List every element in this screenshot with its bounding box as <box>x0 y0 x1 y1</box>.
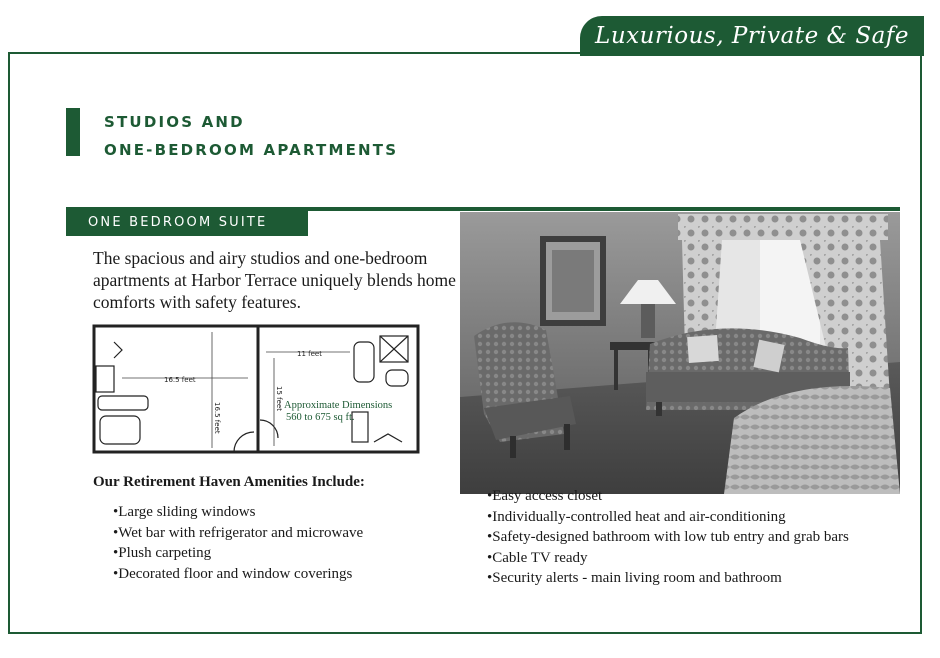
list-item: • Large sliding windows <box>113 502 363 523</box>
heading-accent-bar <box>66 108 80 156</box>
floor-plan <box>92 322 422 460</box>
plan-dim-bath-width: 11 feet <box>297 350 322 358</box>
heading-line-1: STUDIOS AND <box>104 113 245 131</box>
list-item: • Individually-controlled heat and air-conditioning <box>487 507 849 528</box>
amenities-list-right <box>487 486 849 589</box>
list-item: • Easy access closet <box>487 486 849 507</box>
plan-dim-bath-height: 15 feet <box>275 386 283 411</box>
amenities-list-left <box>113 502 363 584</box>
list-item: • Plush carpeting <box>113 543 363 564</box>
suite-label: ONE BEDROOM SUITE <box>66 209 308 236</box>
page-heading <box>104 108 398 164</box>
plan-approx-value: 560 to 675 sq ft. <box>286 412 355 423</box>
list-item: • Decorated floor and window coverings <box>113 564 363 585</box>
list-item: • Cable TV ready <box>487 548 849 569</box>
heading-line-2: ONE-BEDROOM APARTMENTS <box>104 141 399 159</box>
plan-dim-height: 16.5 feet <box>213 402 221 434</box>
intro-text: The spacious and airy studios and one-bedroom apartments at Harbor Terrace uniquely blends home comforts with safety features. <box>93 248 456 312</box>
plan-dim-width: 16.5 feet <box>164 376 196 384</box>
tagline-tab: Luxurious, Private & Safe <box>580 16 924 56</box>
list-item: • Security alerts - main living room and bathroom <box>487 568 849 589</box>
list-item: • Safety-designed bathroom with low tub entry and grab bars <box>487 527 849 548</box>
plan-approx-label: Approximate Dimensions <box>284 400 393 411</box>
living-room-photo <box>460 212 900 494</box>
amenities-title: Our Retirement Haven Amenities Include: <box>93 474 365 490</box>
list-item: • Wet bar with refrigerator and microwave <box>113 523 363 544</box>
